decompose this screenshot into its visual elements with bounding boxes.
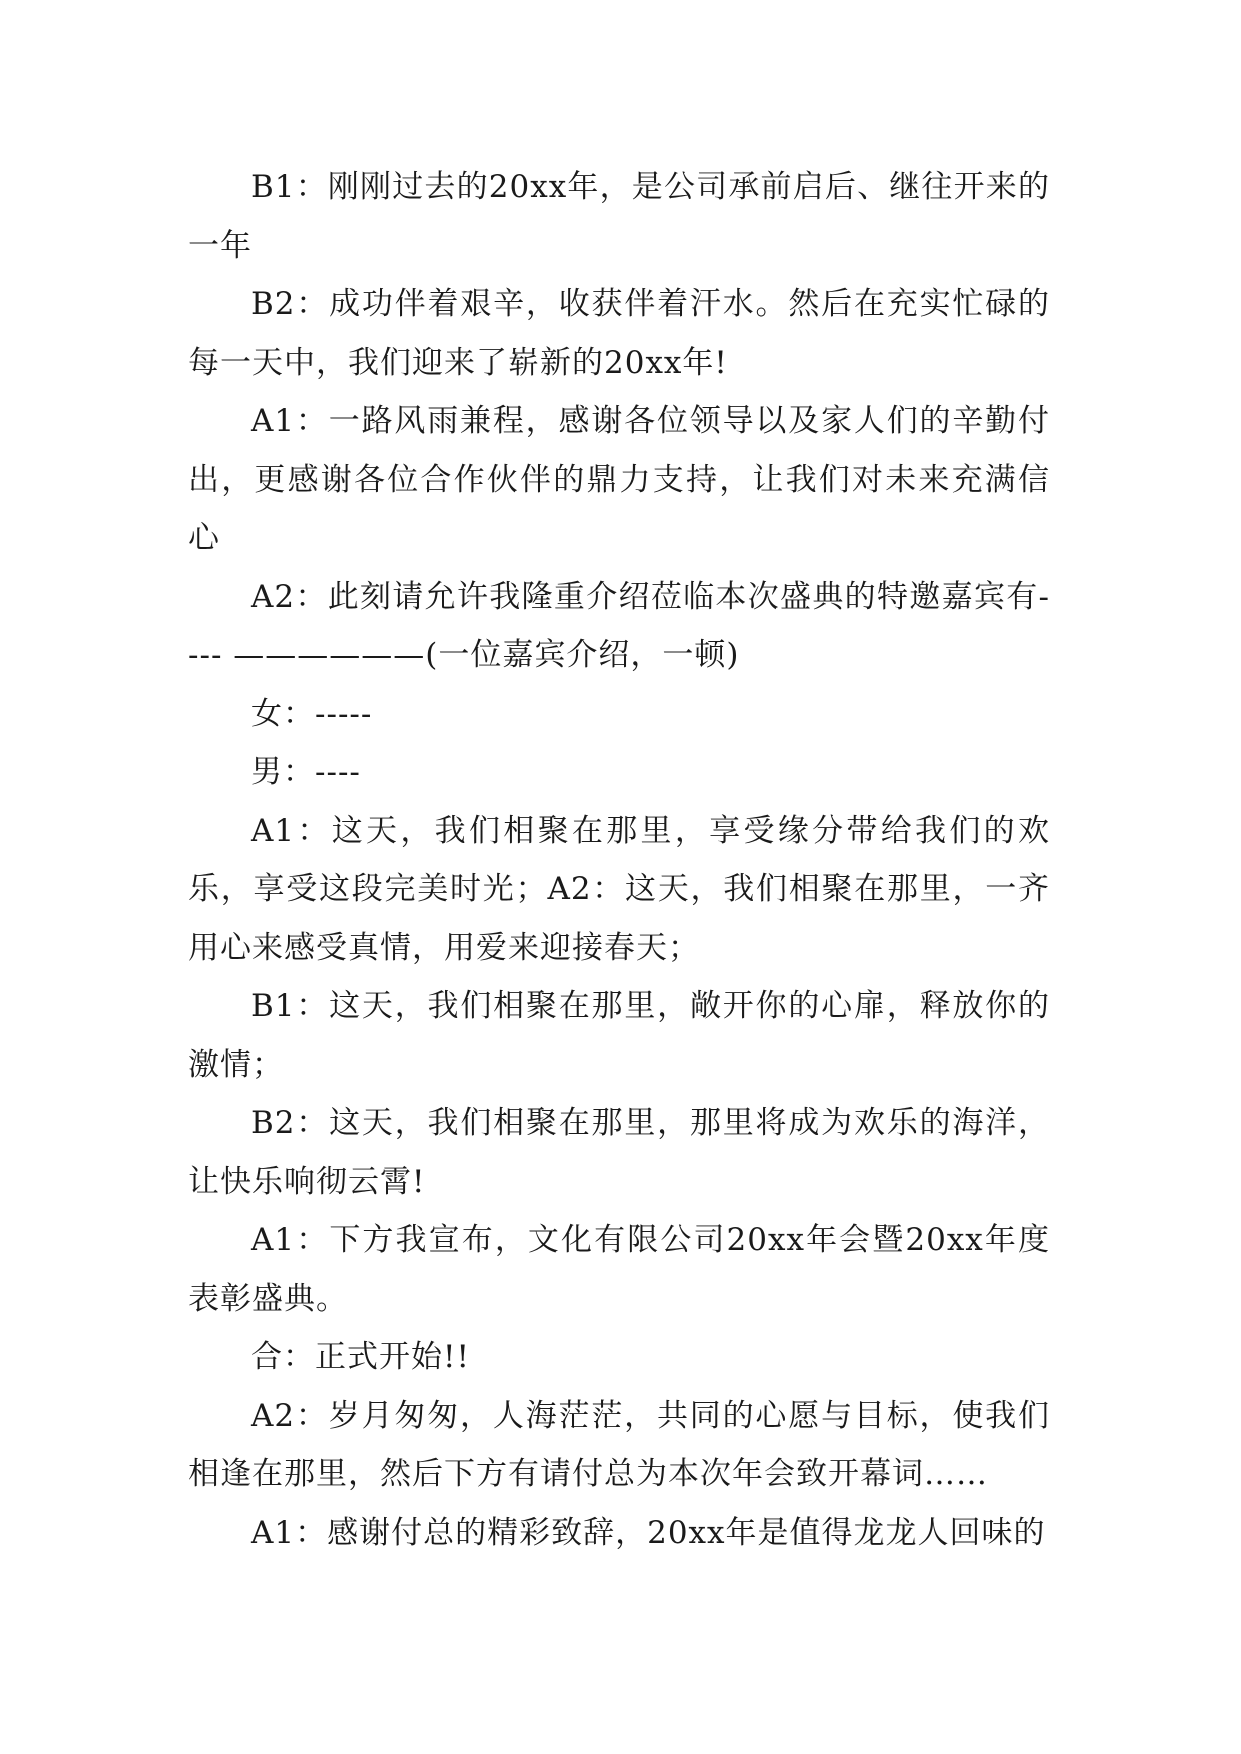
paragraph-a1-after-speech: A1：感谢付总的精彩致辞，20xx年是值得龙龙人回味的	[251, 1514, 1046, 1551]
paragraph-b2-opening: B2：成功伴着艰辛，收获伴着汗水。然后在充实忙碌的每一天中，我们迎来了崭新的20xx年!	[188, 286, 1050, 381]
paragraph-female: 女：-----	[251, 695, 373, 732]
paragraph-together-start: 合：正式开始!!	[251, 1339, 470, 1375]
paragraph-b2-gathering: B2：这天，我们相聚在那里，那里将成为欢乐的海洋，让快乐响彻云霄!	[188, 1105, 1050, 1200]
paragraph-a1-thanks: A1：一路风雨兼程，感谢各位领导以及家人们的辛勤付出，更感谢各位合作伙伴的鼎力支持，让我们对未来充满信心	[188, 403, 1050, 556]
paragraph-b1-opening: B1：刚刚过去的20xx年，是公司承前启后、继往开来的一年	[188, 169, 1050, 264]
paragraph-a1-announce: A1：下方我宣布，文化有限公司20xx年会暨20xx年度表彰盛典。	[188, 1222, 1050, 1317]
document-body	[188, 158, 1050, 1562]
paragraph-b1-gathering: B1：这天，我们相聚在那里，敞开你的心扉，释放你的激情；	[188, 988, 1050, 1083]
paragraph-a2-guests: A2：此刻请允许我隆重介绍莅临本次盛典的特邀嘉宾有---- ——————(一位嘉宾介绍，一顿)	[188, 578, 1050, 673]
paragraph-a2-opening-speech: A2：岁月匆匆，人海茫茫，共同的心愿与目标，使我们相逢在那里，然后下方有请付总为本次年会致开幕词……	[188, 1397, 1050, 1492]
paragraph-male: 男：----	[251, 754, 361, 790]
paragraph-a1-a2-gathering: A1：这天，我们相聚在那里，享受缘分带给我们的欢乐，享受这段完美时光；A2：这天，我们相聚在那里，一齐用心来感受真情，用爱来迎接春天；	[188, 812, 1050, 966]
